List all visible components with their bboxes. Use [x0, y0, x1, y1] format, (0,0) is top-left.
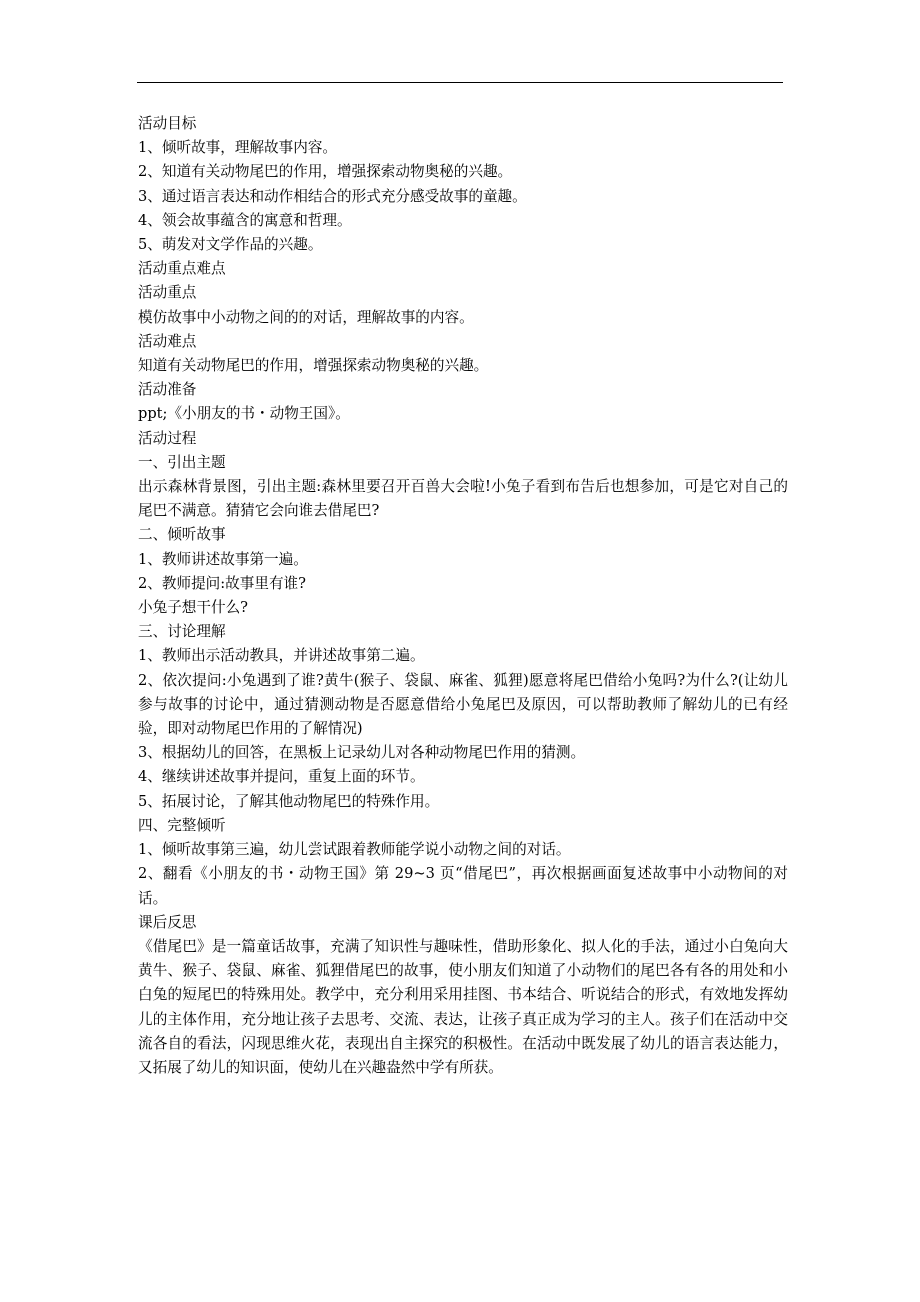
section-heading: 活动过程	[138, 429, 197, 447]
paragraph: 出示森林背景图，引出主题:森林里要召开百兽大会啦!小兔子看到布告后也想参加，可是它对自己的尾巴不满意。猜猜它会向谁去借尾巴?	[138, 478, 788, 520]
text-line: ppt;《小朋友的书・动物王国》。	[138, 405, 350, 423]
text-line: 1、倾听故事第三遍，幼儿尝试跟着教师能学说小动物之间的对话。	[138, 841, 571, 859]
text-line: 4、领会故事蕴含的寓意和哲理。	[138, 211, 352, 229]
section-heading: 一、引出主题	[138, 453, 226, 471]
section-heading: 三、讨论理解	[138, 623, 226, 641]
section-heading: 活动目标	[138, 115, 197, 132]
paragraph: 2、依次提问:小兔遇到了谁?黄牛(猴子、袋鼠、麻雀、狐狸)愿意将尾巴借给小兔吗?为什么?(让幼儿参与故事的讨论中，通过猜测动物是否愿意借给小兔尾巴及原因，可以帮助教师了解幼儿的已有经验，即对动物尾巴作用的了解情况)	[138, 671, 788, 738]
section-heading: 课后反思	[138, 913, 197, 931]
header-rule	[137, 82, 783, 83]
text-line: 3、通过语言表达和动作相结合的形式充分感受故事的童趣。	[138, 187, 527, 205]
text-line: 小兔子想干什么?	[138, 599, 248, 617]
text-line: 1、倾听故事，理解故事内容。	[138, 139, 338, 157]
section-heading: 活动准备	[138, 381, 197, 399]
text-line: 2、知道有关动物尾巴的作用，增强探索动物奥秘的兴趣。	[138, 163, 513, 181]
text-line: 4、继续讲述故事并提问，重复上面的环节。	[138, 768, 425, 786]
paragraph: 《借尾巴》是一篇童话故事，充满了知识性与趣味性，借助形象化、拟人化的手法，通过小白兔向大黄牛、猴子、袋鼠、麻雀、狐狸借尾巴的故事，使小朋友们知道了小动物们的尾巴各有各的用处和小白兔的短尾巴的特殊用处。教学中，充分利用采用挂图、书本结合、听说结合的形式，有效地发挥幼儿的主体作用，充分地让孩子去思考、交流、表达，让孩子真正成为学习的主人。孩子们在活动中交流各自的看法，闪现思维火花，表现出自主探究的积极性。在活动中既发展了幼儿的语言表达能力，又拓展了幼儿的知识面，使幼儿在兴趣盎然中学有所获。	[138, 937, 788, 1076]
text-line: 5、拓展讨论，了解其他动物尾巴的特殊作用。	[138, 792, 440, 810]
text-line: 3、根据幼儿的回答，在黑板上记录幼儿对各种动物尾巴作用的猜测。	[138, 744, 586, 762]
text-line: 知道有关动物尾巴的作用，增强探索动物奥秘的兴趣。	[138, 357, 489, 375]
document-body	[138, 112, 788, 1080]
text-line: 2、教师提问:故事里有谁?	[138, 574, 306, 592]
section-heading: 活动难点	[138, 332, 197, 350]
section-heading: 二、倾听故事	[138, 526, 226, 544]
paragraph: 2、翻看《小朋友的书・动物王国》第 29~3 页“借尾巴”，再次根据画面复述故事中小动物间的对话。	[138, 865, 788, 907]
text-line: 1、教师讲述故事第一遍。	[138, 550, 308, 568]
text-line: 模仿故事中小动物之间的的对话，理解故事的内容。	[138, 308, 474, 326]
section-heading: 活动重点	[138, 284, 197, 302]
section-heading: 活动重点难点	[138, 260, 226, 278]
section-heading: 四、完整倾听	[138, 816, 226, 834]
text-line: 1、教师出示活动教具，并讲述故事第二遍。	[138, 647, 425, 665]
text-line: 5、萌发对文学作品的兴趣。	[138, 236, 323, 254]
